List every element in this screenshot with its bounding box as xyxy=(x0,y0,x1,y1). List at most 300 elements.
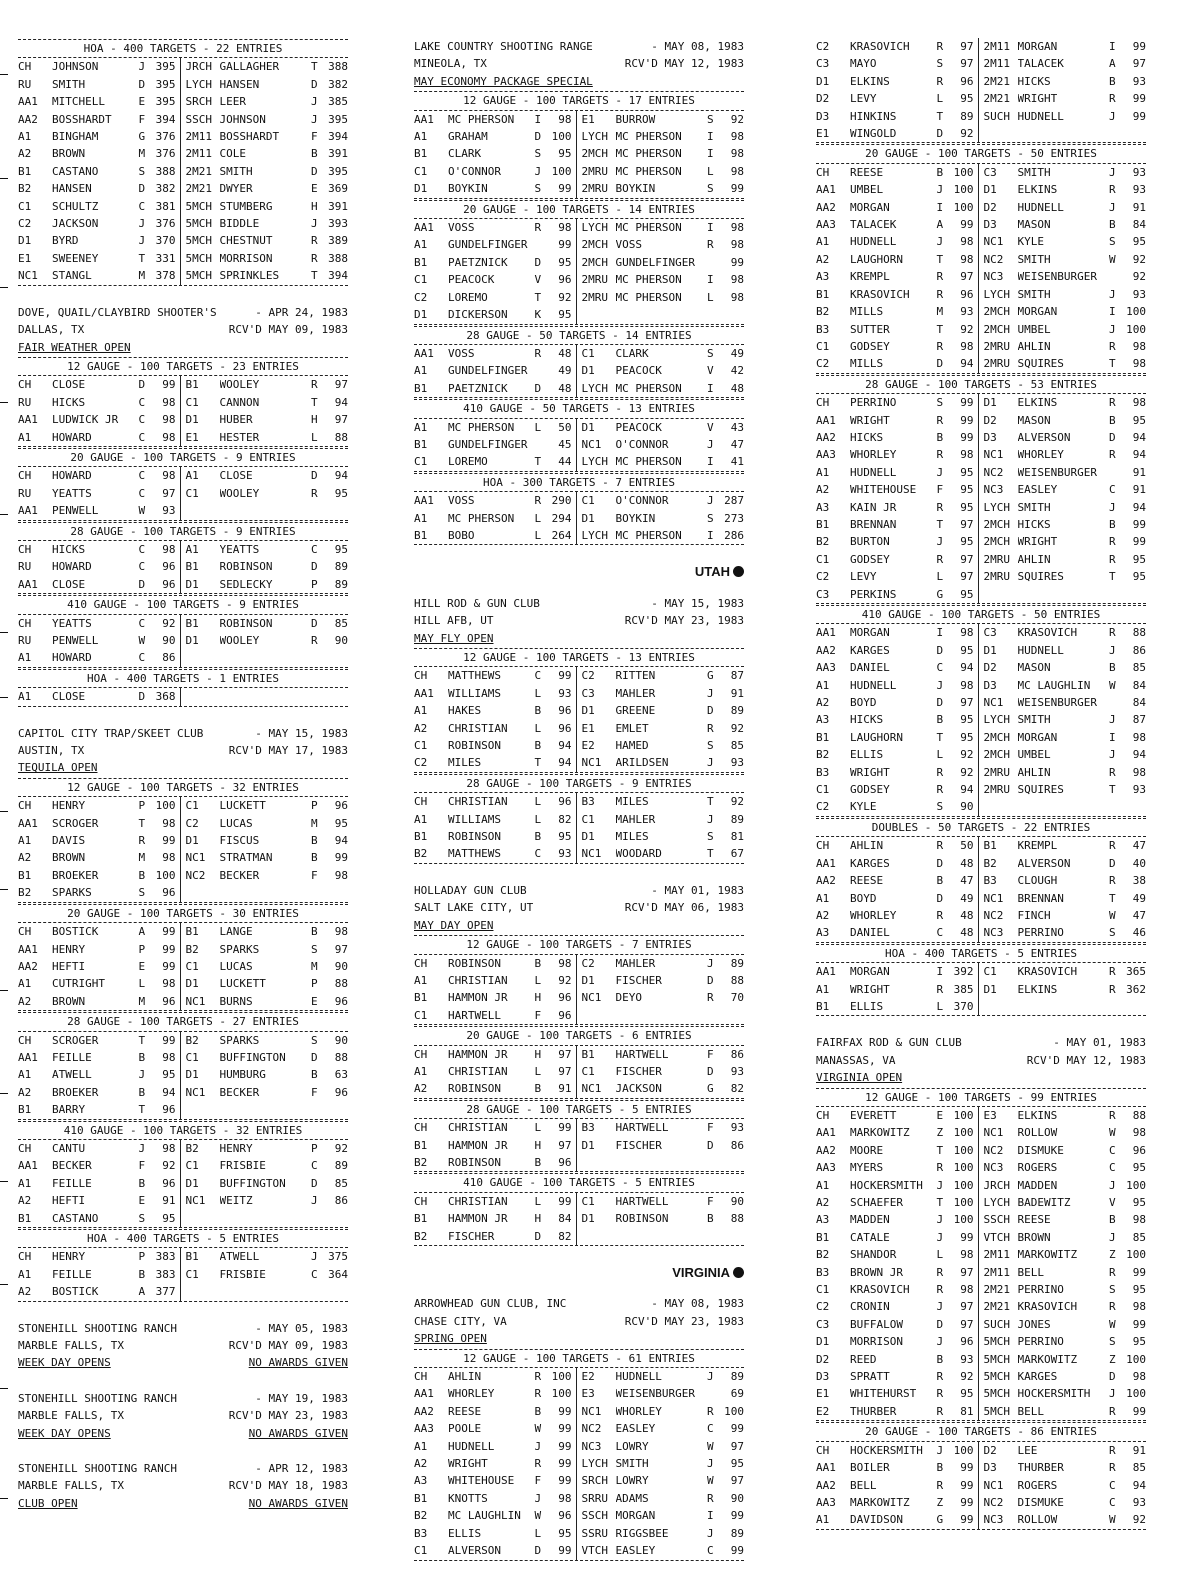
shooter-name: HUDNELL xyxy=(850,678,897,692)
shooter-name: HOCKERSMITH xyxy=(850,1178,923,1192)
shooter-name: HOWARD xyxy=(52,651,92,665)
shooter-initial: R xyxy=(936,1283,944,1297)
score: 392 xyxy=(953,965,974,979)
score: 98 xyxy=(558,1491,572,1505)
shooter-initial: R xyxy=(1109,535,1116,549)
shooter-initial: D xyxy=(311,560,318,574)
shooter-initial xyxy=(311,502,324,519)
shooter-name: PEACOCK xyxy=(615,364,662,378)
shooter-initial: B xyxy=(936,1461,944,1475)
result-entry xyxy=(577,1507,744,1524)
margin-tick xyxy=(0,697,8,698)
shooter-name: SCHAEFER xyxy=(850,1196,903,1209)
shooter-name: MORGAN xyxy=(850,626,890,640)
result-row xyxy=(816,125,1146,143)
result-entry xyxy=(979,1281,1146,1298)
class-code: 2MCH xyxy=(581,255,609,269)
shooter-name: MITCHELL xyxy=(52,95,105,109)
shooter-initial: C xyxy=(707,1544,714,1558)
result-entry xyxy=(18,649,181,666)
shooter-name: MC PHERSON xyxy=(615,381,682,395)
shooter-name: ROBINSON xyxy=(448,830,501,844)
shooter-initial: L xyxy=(534,1064,542,1078)
class-code: 2MRU xyxy=(581,290,609,304)
result-entry xyxy=(979,125,1146,142)
club-header-line xyxy=(18,759,348,776)
result-entry xyxy=(816,355,979,372)
event-name: WEEK DAY OPENS xyxy=(18,1426,111,1440)
result-entry xyxy=(979,1211,1146,1228)
shooter-name: CUTRIGHT xyxy=(52,977,105,991)
class-code: CH xyxy=(414,1194,428,1208)
shooter-name: HUDNELL xyxy=(850,235,897,249)
score: 98 xyxy=(960,339,974,353)
class-code: D1 xyxy=(983,982,997,996)
shooter-initial: I xyxy=(707,130,714,144)
class-code: A1 xyxy=(414,130,428,144)
shooter-name: MOORE xyxy=(850,1143,884,1157)
shooter-name: CHRISTIAN xyxy=(448,721,508,735)
result-row xyxy=(414,972,744,989)
result-entry xyxy=(18,467,181,484)
received-date: RCV'D MAY 12, 1983 xyxy=(624,57,744,71)
shooter-name: CANTU xyxy=(52,1141,86,1155)
result-entry xyxy=(979,1511,1146,1528)
class-code: NC1 xyxy=(581,756,602,770)
result-row xyxy=(414,111,744,128)
result-row xyxy=(414,145,744,162)
shooter-initial: V xyxy=(707,420,714,434)
shooter-initial: V xyxy=(1109,1196,1116,1209)
shooter-name: WHITEHOUSE xyxy=(448,1474,515,1488)
result-entry xyxy=(577,1119,744,1136)
result-entry xyxy=(816,412,979,429)
event-name: WEEK DAY OPENS xyxy=(18,1356,111,1370)
class-code: NC2 xyxy=(983,1495,1004,1509)
result-entry xyxy=(577,667,744,684)
class-code: NC1 xyxy=(983,448,1004,462)
result-row xyxy=(18,180,348,197)
club-location: MINEOLA, TX xyxy=(414,57,487,71)
result-entry xyxy=(18,1210,181,1227)
result-row xyxy=(18,1175,348,1192)
club-section xyxy=(816,1034,1146,1529)
result-row xyxy=(816,711,1146,728)
shooter-name: REESE xyxy=(850,165,884,179)
class-code: A1 xyxy=(18,1068,32,1082)
shooter-name: ELKINS xyxy=(1017,1108,1058,1122)
score: 95 xyxy=(558,308,572,322)
result-entry xyxy=(816,586,979,603)
shooter-name: SCHULTZ xyxy=(52,199,99,213)
result-row xyxy=(816,586,1146,604)
score: 98 xyxy=(730,130,744,144)
score: 93 xyxy=(1132,74,1146,88)
class-code: A1 xyxy=(18,834,32,848)
shooter-name: HARTWELL xyxy=(615,1194,669,1208)
result-entry xyxy=(816,677,979,694)
score: 95 xyxy=(1132,1161,1146,1175)
shooter-name: YEATTS xyxy=(52,486,92,500)
result-entry xyxy=(816,1368,979,1385)
class-code: NC3 xyxy=(983,926,1004,940)
category-header: 410 GAUGE - 100 TARGETS - 50 ENTRIES xyxy=(816,605,1146,624)
shooter-initial: J xyxy=(311,95,318,109)
margin-tick xyxy=(0,1388,8,1389)
shooter-initial: T xyxy=(138,251,146,265)
club-section xyxy=(18,1390,348,1442)
class-code: LYCH xyxy=(983,500,1011,514)
score: 87 xyxy=(1132,713,1146,727)
result-entry xyxy=(979,1385,1146,1402)
class-code: 2M21 xyxy=(983,74,1011,88)
result-entry xyxy=(816,764,979,781)
result-entry xyxy=(181,58,348,75)
shooter-name: SMITH xyxy=(1017,713,1051,727)
shooter-name: HENRY xyxy=(52,942,86,956)
score: 364 xyxy=(328,1267,348,1281)
shooter-initial: R xyxy=(707,1491,714,1505)
score: 96 xyxy=(1132,1143,1146,1157)
result-entry xyxy=(979,890,1146,907)
result-row xyxy=(18,145,348,162)
score: 99 xyxy=(960,1495,974,1509)
result-entry xyxy=(816,55,979,72)
shooter-name: AHLIN xyxy=(448,1370,482,1384)
class-code: D3 xyxy=(983,218,997,232)
shooter-initial: E xyxy=(138,959,146,973)
shooter-name: SPRATT xyxy=(850,1370,890,1384)
result-row xyxy=(414,1046,744,1063)
shooter-initial: V xyxy=(707,364,714,378)
score: 90 xyxy=(960,800,974,814)
shooter-initial: G xyxy=(936,1513,944,1527)
shooter-name: AHLIN xyxy=(1017,552,1051,566)
shooter-name: MARKOWITZ xyxy=(1017,1352,1078,1366)
class-code: SRCH xyxy=(581,1474,609,1488)
received-date: RCV'D MAY 23, 1983 xyxy=(624,1314,744,1328)
result-row xyxy=(816,729,1146,746)
shooter-initial: R xyxy=(1109,965,1116,979)
score: 97 xyxy=(960,517,974,531)
score: 99 xyxy=(558,182,572,196)
score: 98 xyxy=(730,147,744,161)
shooter-name: SCROGER xyxy=(52,816,99,830)
result-entry xyxy=(181,467,348,484)
score: 385 xyxy=(953,982,974,996)
result-row xyxy=(414,1385,744,1402)
class-code: VTCH xyxy=(983,1230,1011,1244)
shooter-name: LEER xyxy=(219,95,247,109)
result-entry xyxy=(577,1420,744,1437)
shooter-initial: L xyxy=(534,1526,542,1540)
class-code: A3 xyxy=(816,1213,830,1227)
score: 100 xyxy=(953,165,974,179)
shooter-initial: W xyxy=(1109,252,1116,266)
score: 89 xyxy=(730,1526,744,1540)
margin-tick xyxy=(0,811,8,812)
shooter-name: HINKINS xyxy=(850,109,897,123)
class-code: SSCH xyxy=(983,1213,1011,1227)
shooter-name: MC PHERSON xyxy=(615,290,682,304)
shooter-name: LANGE xyxy=(219,925,253,939)
class-code: D1 xyxy=(581,1212,595,1226)
shooter-name: BOYKIN xyxy=(448,182,488,196)
score: 92 xyxy=(1132,252,1146,266)
score: 85 xyxy=(1132,1230,1146,1244)
class-code: A2 xyxy=(18,1194,32,1208)
result-row xyxy=(18,558,348,575)
shooter-initial: J xyxy=(534,1491,542,1505)
shooter-name: ROBINSON xyxy=(448,1155,501,1169)
shooter-initial: D xyxy=(311,469,318,483)
shooter-name: CLARK xyxy=(448,147,482,161)
shooter-name: COLE xyxy=(219,147,247,161)
shooter-initial: S xyxy=(707,182,714,196)
shooter-initial xyxy=(311,649,324,666)
shooter-name: LUCKETT xyxy=(219,799,266,813)
result-entry xyxy=(979,998,1146,1015)
class-code: D1 xyxy=(185,1176,199,1190)
class-code: A1 xyxy=(414,1064,428,1078)
result-row xyxy=(816,199,1146,216)
shooter-initial xyxy=(1109,268,1122,285)
shooter-initial: M xyxy=(311,959,318,973)
result-entry xyxy=(979,1459,1146,1476)
club-header-line xyxy=(414,612,744,629)
result-row xyxy=(414,1210,744,1227)
shooter-name: SHANDOR xyxy=(850,1248,897,1262)
class-code: 2M21 xyxy=(983,1283,1011,1297)
class-code: C1 xyxy=(414,164,428,178)
event-note: NO AWARDS GIVEN xyxy=(248,1356,348,1370)
result-entry xyxy=(18,941,181,958)
state-bullet-icon xyxy=(733,566,744,577)
score: 95 xyxy=(730,1457,744,1471)
score: 96 xyxy=(558,1008,572,1022)
event-note: NO AWARDS GIVEN xyxy=(248,1496,348,1510)
shooter-initial: B xyxy=(936,165,944,179)
class-code: B1 xyxy=(414,255,428,269)
class-code: LYCH xyxy=(185,77,213,91)
shooter-initial: T xyxy=(936,109,944,123)
shooter-name: JONES xyxy=(1017,1317,1051,1331)
shooter-initial: J xyxy=(1109,1178,1116,1192)
class-code: B1 xyxy=(18,164,32,178)
shooter-name: ELLIS xyxy=(850,748,884,762)
club-section xyxy=(414,38,744,545)
shooter-initial: I xyxy=(707,221,714,235)
class-code: A2 xyxy=(816,908,830,922)
received-date: RCV'D MAY 09, 1983 xyxy=(228,323,348,337)
result-entry xyxy=(816,321,979,338)
result-entry xyxy=(181,849,348,866)
shooter-name: WEISENBURGER xyxy=(1017,270,1098,284)
result-row xyxy=(816,1351,1146,1368)
shooter-name: HENRY xyxy=(52,799,86,813)
shooter-initial: J xyxy=(1109,643,1116,657)
event-name: SPRING OPEN xyxy=(414,1332,487,1346)
shooter-initial: R xyxy=(936,339,944,353)
score: 93 xyxy=(162,504,176,518)
result-entry xyxy=(414,737,577,754)
shooter-name: BURROW xyxy=(615,112,656,126)
result-entry xyxy=(816,1246,979,1263)
class-code: B2 xyxy=(18,182,32,196)
class-code: C1 xyxy=(414,1008,428,1022)
class-code: CH xyxy=(18,542,32,556)
result-entry xyxy=(18,815,181,832)
class-code: D2 xyxy=(816,92,830,106)
result-row xyxy=(18,867,348,884)
class-code: 2MRU xyxy=(983,570,1011,584)
shooter-name: TALACEK xyxy=(1017,57,1064,71)
shooter-name: EASLEY xyxy=(615,1422,656,1436)
shooter-name: JACKSON xyxy=(615,1082,662,1096)
result-row xyxy=(414,254,744,271)
received-date: RCV'D MAY 23, 1983 xyxy=(228,1409,348,1423)
event-date: - APR 24, 1983 xyxy=(255,305,348,319)
result-entry xyxy=(577,737,744,754)
result-row xyxy=(414,1007,744,1025)
shooter-initial: B xyxy=(936,430,944,444)
result-row xyxy=(816,55,1146,72)
class-code: NC1 xyxy=(983,235,1004,249)
shooter-initial: L xyxy=(936,92,944,106)
shooter-initial: D xyxy=(936,856,944,870)
shooter-name: PEACOCK xyxy=(448,273,495,287)
result-entry xyxy=(414,1455,577,1472)
score: 94 xyxy=(960,357,974,371)
shooter-initial: S xyxy=(707,346,714,360)
class-code: D1 xyxy=(414,308,428,322)
class-code: JRCH xyxy=(983,1178,1011,1192)
class-code: B2 xyxy=(414,1229,428,1243)
result-entry xyxy=(18,1084,181,1101)
result-entry xyxy=(414,1119,577,1136)
class-code: A3 xyxy=(414,1474,428,1488)
result-entry xyxy=(816,1333,979,1350)
score: 99 xyxy=(960,1461,974,1475)
shooter-name: HAMMON JR xyxy=(448,1047,508,1061)
score: 47 xyxy=(1132,908,1146,922)
shooter-initial: T xyxy=(534,290,542,304)
shooter-initial: S xyxy=(936,396,944,410)
result-entry xyxy=(181,93,348,110)
score: 99 xyxy=(960,1513,974,1527)
shooter-name: PAETZNICK xyxy=(448,381,508,395)
shooter-name: PENWELL xyxy=(52,634,99,647)
club-header-line xyxy=(18,1407,348,1424)
class-code: E2 xyxy=(581,739,595,753)
shooter-initial: B xyxy=(311,834,318,848)
score: 63 xyxy=(334,1068,348,1082)
result-row xyxy=(18,1210,348,1228)
result-entry xyxy=(979,798,1146,815)
result-row xyxy=(816,1264,1146,1281)
result-entry xyxy=(979,429,1146,446)
score: 89 xyxy=(334,560,348,574)
category-header: 20 GAUGE - 100 TARGETS - 9 ENTRIES xyxy=(18,448,348,467)
shooter-initial: R xyxy=(1109,396,1116,410)
result-row xyxy=(816,798,1146,816)
score: 94 xyxy=(334,469,348,483)
shooter-initial: V xyxy=(534,273,542,287)
class-code: AA3 xyxy=(816,1495,836,1509)
club-header-line xyxy=(414,899,744,916)
class-code: RU xyxy=(18,395,32,409)
shooter-name: ELKINS xyxy=(1017,982,1058,996)
class-code: A2 xyxy=(414,1457,428,1471)
class-code: C1 xyxy=(816,552,830,566)
shooter-name: HOCKERSMITH xyxy=(1017,1387,1091,1401)
class-code: C1 xyxy=(581,1194,595,1208)
result-entry xyxy=(414,1385,577,1402)
result-entry xyxy=(979,1142,1146,1159)
result-entry xyxy=(18,145,181,162)
shooter-initial: K xyxy=(534,308,542,322)
shooter-name: BROWN xyxy=(52,994,86,1008)
shooter-initial: W xyxy=(1109,1317,1116,1331)
score: 92 xyxy=(960,765,974,779)
class-code: A1 xyxy=(18,977,32,991)
result-entry xyxy=(181,941,348,958)
class-code: D2 xyxy=(983,661,997,675)
result-entry xyxy=(816,464,979,481)
score: 96 xyxy=(960,74,974,88)
score: 93 xyxy=(558,847,572,861)
result-entry xyxy=(577,271,744,288)
result-entry xyxy=(816,38,979,55)
shooter-initial: J xyxy=(707,437,714,451)
shooter-name: WRIGHT xyxy=(850,982,890,996)
shooter-name: DICKERSON xyxy=(448,308,508,322)
score: 85 xyxy=(334,1176,348,1190)
shooter-initial: J xyxy=(138,217,146,231)
shooter-initial: G xyxy=(707,669,714,683)
shooter-name: MAHLER xyxy=(615,956,656,970)
result-row xyxy=(18,163,348,180)
shooter-initial: R xyxy=(936,270,944,284)
score: 94 xyxy=(334,395,348,409)
shooter-name: FISCUS xyxy=(219,834,260,848)
shooter-initial: R xyxy=(1109,982,1116,996)
shooter-initial: R xyxy=(936,1370,944,1384)
shooter-name: SPRINKLES xyxy=(219,269,280,283)
result-row xyxy=(18,576,348,594)
shooter-initial: C xyxy=(138,486,146,500)
shooter-initial: W xyxy=(1109,1126,1116,1140)
club-section xyxy=(18,1320,348,1372)
result-row xyxy=(18,250,348,267)
shooter-initial: J xyxy=(707,1370,714,1384)
class-code: A2 xyxy=(816,483,830,497)
result-row xyxy=(816,1442,1146,1459)
shooter-name: VOSS xyxy=(615,238,643,252)
result-entry xyxy=(181,1049,348,1066)
result-row xyxy=(414,1455,744,1472)
score: 93 xyxy=(1132,183,1146,197)
score: 96 xyxy=(334,799,348,813)
shooter-name: CHRISTIAN xyxy=(448,795,508,809)
class-code: C1 xyxy=(185,486,199,500)
club-header-line xyxy=(18,1477,348,1494)
score: 96 xyxy=(558,991,572,1005)
score: 98 xyxy=(558,956,572,970)
shooter-name: WEITZ xyxy=(219,1194,253,1208)
result-entry xyxy=(414,289,577,306)
score: 93 xyxy=(960,1352,974,1366)
